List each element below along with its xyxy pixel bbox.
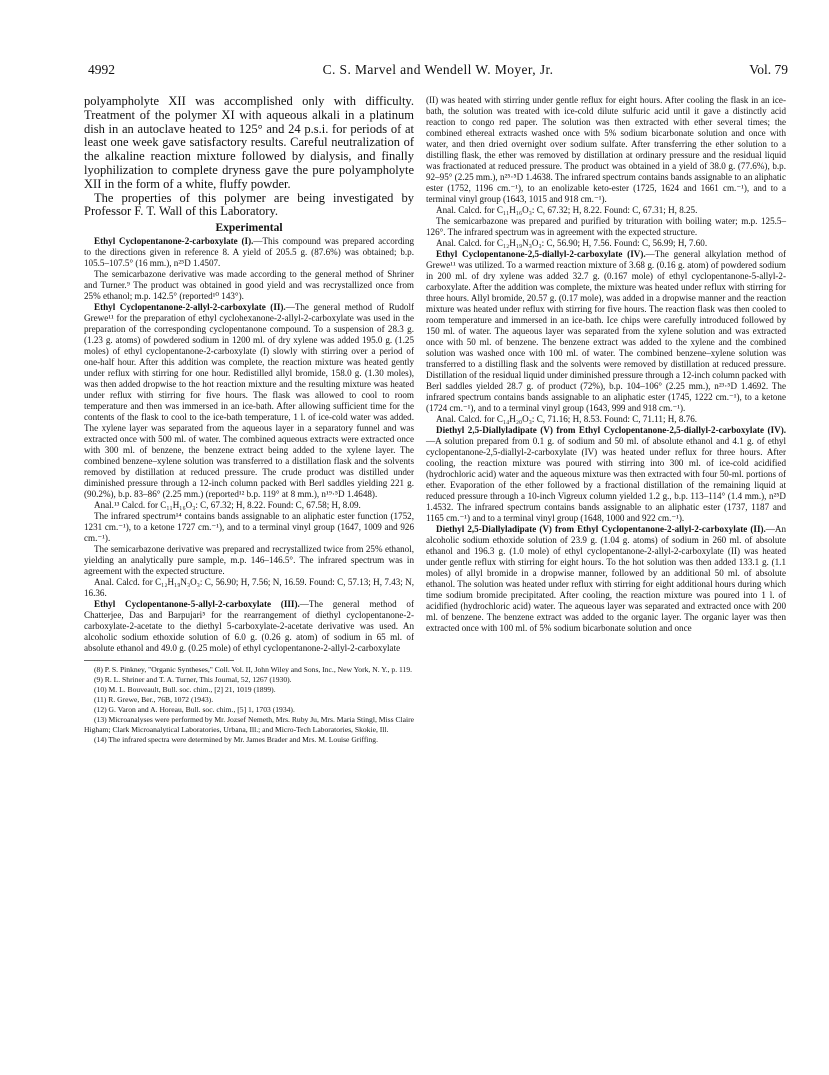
paragraph: The semicarbazone derivative was made according to the general method of Shriner and Turner.⁹ The product was obtained in good yield and was recrystallized once from 25% ethanol; m.p. 142.5° (reported¹⁰ 143°). [84,269,414,302]
paragraph-text: —The general method of Rudolf Grewe¹¹ for the preparation of ethyl cyclohexanone-2-allyl-2-carboxylate was used in the preparation of the corresponding cyclopentanone compound. To a suspension of 28.3 g. (1.23 g. atoms) of powdered sodium in 1200 ml. of dry xylene was added 195.0 g. (1.25 moles) of ethyl cyclopentanone-2-carboxylate (I) slowly with stirring over a period of one-half hour. After this addition was complete, the reaction mixture was heated gently under reflux with stirring for one hour. Redistilled allyl bromide, 158.0 g. (1.30 moles), was then added dropwise to the hot reaction mixture and the resulting mixture was heated under reflux with stirring for five hours. The flask was allowed to cool to room temperature and then was immersed in an ice-bath. After allowing sufficient time for the contents of the flask to cool to the ice-bath temperature, 1 l. of ice-cold water was added. The xylene layer was separated from the aqueous layer in a separatory funnel and was extracted once with 500 ml. of water. The combined aqueous extracts were extracted once with 300 ml. of benzene, the benzene extract being added to the xylene layer. The combined benzene–xylene solution was transferred to a distillation flask and the solvents removed by distillation at reduced pressure. The crude product was distilled under diminished pressure through a 12-inch column packed with Berl saddles yielding 221 g. (90.2%), b.p. 83–86° (2.25 mm.) (reported¹² b.p. 119° at 8 mm.), n¹⁹·⁵D 1.4648). [84,302,414,500]
paragraph [426,524,786,634]
paragraph [84,599,414,654]
paragraph [84,302,414,500]
paragraph [426,249,786,414]
section-heading: Experimental [215,222,283,235]
footnote: (9) R. L. Shriner and T. A. Turner, This Journal, 52, 1267 (1930). [94,675,292,685]
footnote: (12) G. Varon and A. Horeau, Bull. soc. chim., [5] 1, 1703 (1934). [94,705,295,715]
paragraph: The properties of this polymer are being investigated by Professor F. T. Wall of this Laboratory. [84,190,414,219]
page-number: 4992 [88,62,115,77]
paragraph-text: —This compound was prepared according to the directions given in reference 8. A yield of 205.5 g. (87.6%) was obtained; b.p. 105.5–107.5° (16 mm.), n²⁵D 1.4507. [84,236,414,269]
paragraph: (II) was heated with stirring under gentle reflux for eight hours. After cooling the flask in an ice-bath, the solution was treated with ice-cold dilute sulfuric acid until it gave a distinctly acid reaction to congo red paper. The solution was then extracted with ether several times; the combined ethereal extracts washed once with 5% sodium bicarbonate solution and once with water, and then dried overnight over sodium sulfate. After transferring the ether solution to a distilling flask, the ether was removed by distillation at ordinary pressure and the residual liquid was fractionated at reduced pressure. The product was obtained in a yield of 38.0 g. (77.6%), b.p. 92–95° (2.25 mm.), n²⁵·⁵D 1.4638. The infrared spectrum contains bands assignable to an aliphatic ester (1752, 1196 cm.⁻¹), to an enolizable keto-ester (1725, 1624 and 1661 cm.⁻¹), and to a terminal vinyl group (1643, 1015 and 918 cm.⁻¹). [426,95,786,204]
analysis-line: Anal. Calcd. for C₁₁H₁₆O₃: C, 67.32; H, 8.22. Found: C, 67.31; H, 8.25. [436,205,698,215]
paragraph [426,425,786,524]
paragraph: The infrared spectrum¹⁴ contains bands assignable to an aliphatic ester function (1752, 1231 cm.⁻¹), to a ketone 1727 cm.⁻¹), and to a terminal vinyl group (1647, 1009 and 926 cm.⁻¹). [84,511,414,544]
running-title: C. S. Marvel and Wendell W. Moyer, Jr. [322,62,554,77]
left-column [84,95,414,745]
footnote: (10) M. L. Bouveault, Bull. soc. chim., [2] 21, 1019 (1899). [94,685,276,695]
footnote-divider [84,660,234,661]
compound-heading: Ethyl Cyclopentanone-2,5-diallyl-2-carboxylate (IV). [436,249,646,259]
footnote: (14) The infrared spectra were determined by Mr. James Brader and Mrs. M. Louise Griffing. [94,735,378,745]
footnote: (11) R. Grewe, Ber., 76B, 1072 (1943). [94,695,214,705]
compound-heading: Ethyl Cyclopentanone-5-allyl-2-carboxylate (III). [94,599,300,610]
footnote: (13) Microanalyses were performed by Mr. Jozsef Nemeth, Mrs. Ruby Ju, Mrs. Maria Stingl, Miss Claire Higham; Clark Microanalytical Laboratories, Urbana, Ill.; and Micro-Tech Laboratories, Skokie, Ill. [84,715,414,735]
right-column [426,95,786,634]
compound-heading: Ethyl Cyclopentanone-2-carboxylate (I). [94,236,254,247]
page-header [88,62,788,82]
analysis-line: Anal. Calcd. for C₁₄H₂₀O₃: C, 71.16; H, 8.53. Found: C, 71.11; H, 8.76. [436,414,698,424]
paragraph: polyampholyte XII was accomplished only with difficulty. Treatment of the polymer XI with aqueous alkali in a platinum dish in an autoclave heated to 125° and 24 p.s.i. for periods of at least one week gave satisfactory results. Careful neutralization of the alkaline reaction mixture followed by dialysis, and finally lyophilization to complete dryness gave the pure polyampholyte XII in the form of a white, fluffy powder. [84,94,414,191]
paragraph-text: —An alcoholic sodium ethoxide solution of 23.9 g. (1.04 g. atoms) of sodium in 260 ml. of absolute ethanol and 196.3 g. (1.0 mole) of ethyl cyclopentanone-2-allyl-2-carboxylate (II) was heated under gentle reflux with stirring for eight hours. To the hot solution was then added 133.1 g. (1.1 moles) of allyl bromide in a dropwise manner, followed by an additional 50 ml. of absolute ethanol. The solution was heated under reflux with stirring for eight additional hours during which time sodium bromide precipitated. After cooling, the reaction mixture was poured into 1 l. of acidified (hydrochloric acid) water. The aqueous layer was separated and extracted once with 200 ml. of benzene. The benzene extract was added to the organic layer. The organic layer was then extracted once with 100 ml. of 5% sodium bicarbonate solution and once [426,524,786,633]
paragraph-text: —The general alkylation method of Grewe¹¹ was utilized. To a warmed reaction mixture of 3.68 g. (0.16 g. atom) of powdered sodium in 200 ml. of dry xylene was added 32.7 g. (0.167 mole) of ethyl cyclopentanone-5-allyl-2-carboxylate. After the addition was complete, the mixture was heated under reflux with stirring for three hours. Allyl bromide, 20.57 g. (0.17 mole), was added in a dropwise manner and the reaction mixture was heated under reflux with stirring for five hours. The reaction flask was then cooled to room temperature and immersed in an ice-bath. Ice chips were carefully introduced followed by 150 ml. of water. The aqueous layer was separated from the xylene solution and was extracted once with 50 ml. of benzene. The benzene extract was added to the xylene and the combined solution was washed once with 100 ml. of water. The combined benzene–xylene solution was transferred to a distilling flask and the solvents were removed by distillation at reduced pressure. Distillation of the residual liquid under diminished pressure through a 12-inch column packed with Berl saddles yielded 28.7 g. of product (72%), b.p. 104–106° (2.25 mm.), n²³·⁵D 1.4692. The infrared spectrum contains bands assignable to an aliphatic ester (1745, 1222 cm.⁻¹), to a ketone (1724 cm.⁻¹), and to a terminal vinyl group (1643, 999 and 918 cm.⁻¹). [426,249,786,413]
analysis-line: Anal.¹³ Calcd. for C₁₁H₁₆O₃: C, 67.32; H, 8.22. Found: C, 67.58; H, 8.09. [94,500,361,511]
compound-heading: Diethyl 2,5-Diallyladipate (V) from Ethyl Cyclopentanone-2,5-diallyl-2-carboxylate (IV). [436,425,786,435]
paragraph: The semicarbazone derivative was prepared and recrystallized twice from 25% ethanol, yielding an analytically pure sample, m.p. 146–146.5°. The infrared spectrum was in agreement with the expected structure. [84,544,414,577]
paragraph [84,236,414,269]
footnote: (8) P. S. Pinkney, "Organic Syntheses," Coll. Vol. II, John Wiley and Sons, Inc., New York, N. Y., p. 119. [94,665,413,675]
volume-label: Vol. 79 [749,62,788,77]
compound-heading: Ethyl Cyclopentanone-2-allyl-2-carboxylate (II). [94,302,286,313]
paragraph: The semicarbazone was prepared and purified by trituration with boiling water; m.p. 125.5–126°. The infrared spectrum was in agreement with the expected structure. [426,216,786,237]
paragraph-text: —A solution prepared from 0.1 g. of sodium and 50 ml. of absolute ethanol and 4.1 g. of ethyl cyclopentanone-2,5-diallyl-2-carboxylate (IV) was heated under reflux for three hours. After cooling, the reaction mixture was poured with stirring into 300 ml. of ice-cold acidified (hydrochloric acid) water and the aqueous mixture was then extracted with four 50-ml. portions of ether. Evaporation of the ether followed by a fractional distillation of the remaining liquid at reduced pressure through a 10-inch Vigreux column yielded 1.2 g., b.p. 113–114° (1.4 mm.), n²⁵D 1.4532. The infrared spectrum contains bands assignable to an aliphatic ester (1737, 1187 and 1165 cm.⁻¹) and to a terminal vinyl group (1648, 1000 and 922 cm.⁻¹). [426,436,786,523]
compound-heading: Diethyl 2,5-Diallyladipate (V) from Ethyl Cyclopentanone-2-allyl-2-carboxylate (II). [436,524,766,534]
analysis-line: Anal. Calcd. for C₁₂H₁₉N₃O₃: C, 56.90; H, 7.56. Found: C, 56.99; H, 7.60. [436,238,708,248]
paragraph-text: —The general method of Chatterjee, Das and Barpujari⁵ for the rearrangement of diethyl cyclopentanone-2-carboxylate-2-acetate to the diethyl 5-carboxylate-2-acetate derivative was used. An alcoholic sodium ethoxide solution of 6.0 g. (0.26 g. atom) of sodium in 65 ml. of absolute ethanol and 49.0 g. (0.25 mole) of ethyl cyclopentanone-2-allyl-2-carboxylate [84,599,415,654]
analysis-line: Anal. Calcd. for C₁₂H₁₉N₃O₃: C, 56.90; H, 7.56; N, 16.59. Found: C, 57.13; H, 7.43; N, 16.36. [84,577,414,599]
